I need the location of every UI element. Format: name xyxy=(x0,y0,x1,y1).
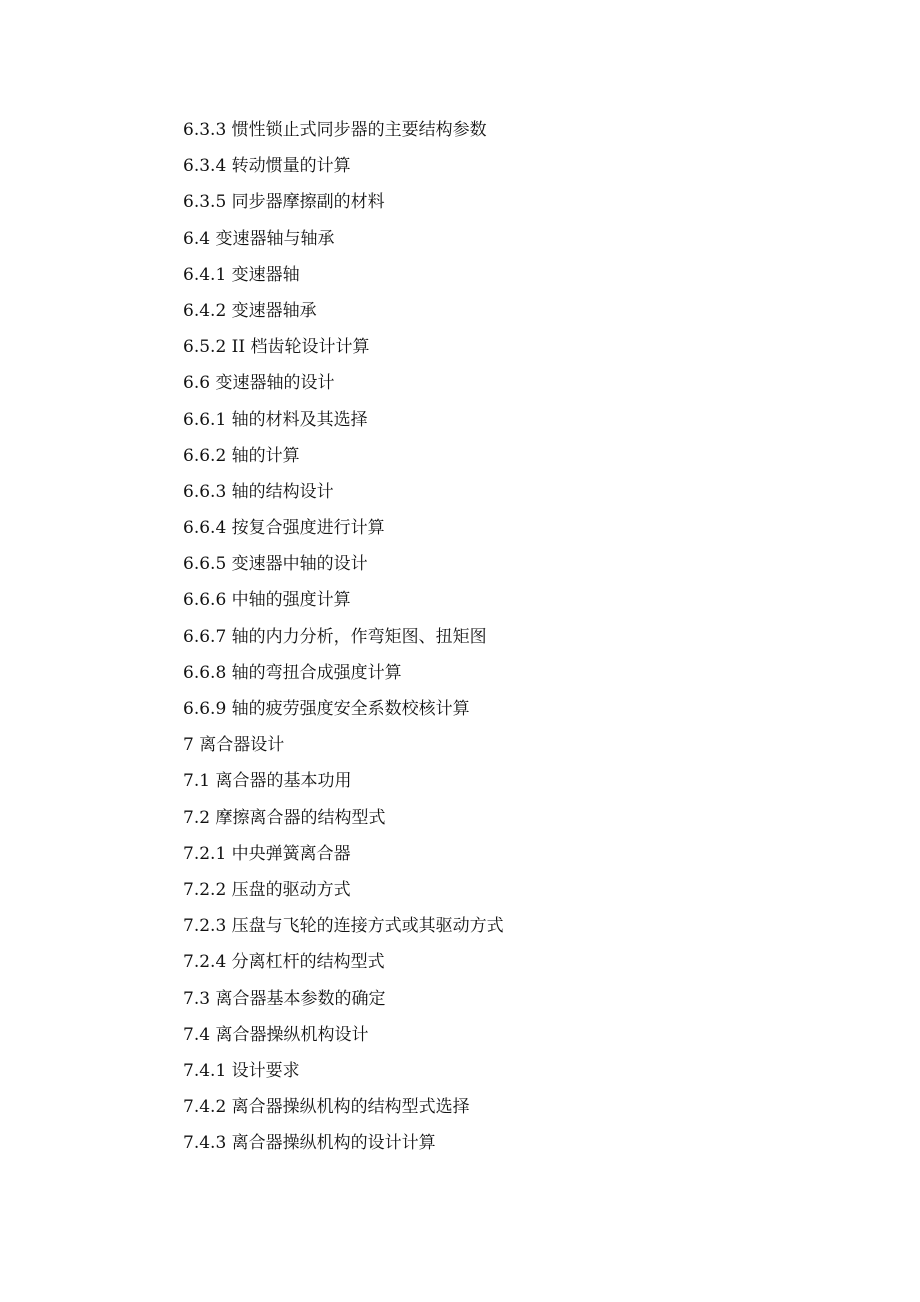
toc-entry: 6.3.3 惯性锁止式同步器的主要结构参数 xyxy=(183,120,487,140)
toc-entry: 6.3.4 转动惯量的计算 xyxy=(183,156,351,177)
toc-entry: 6.6.9 轴的疲劳强度安全系数校核计算 xyxy=(183,699,470,719)
toc-entry: 6.4.1 变速器轴 xyxy=(183,264,300,285)
toc-entry: 6.6.8 轴的弯扭合成强度计算 xyxy=(183,662,402,683)
toc-entry: 6.6.4 按复合强度进行计算 xyxy=(183,518,385,539)
toc-entry: 7.4.1 设计要求 xyxy=(183,1060,300,1081)
toc-entry: 6.6.3 轴的结构设计 xyxy=(183,481,334,502)
toc-entry: 7 离合器设计 xyxy=(183,735,285,756)
toc-entry: 6.4.2 变速器轴承 xyxy=(183,300,317,321)
toc-entry: 6.6.1 轴的材料及其选择 xyxy=(183,409,368,430)
toc-entry: 6.6.5 变速器中轴的设计 xyxy=(183,554,368,575)
toc-entry: 7.2.4 分离杠杆的结构型式 xyxy=(183,952,385,973)
toc-entry: 7.4.3 离合器操纵机构的设计计算 xyxy=(183,1133,436,1154)
toc-entry: 6.6.7 轴的内力分析，作弯矩图、扭矩图 xyxy=(183,626,487,647)
toc-entry: 6.3.5 同步器摩擦副的材料 xyxy=(183,192,385,213)
toc-entry: 6.6.2 轴的计算 xyxy=(183,445,300,466)
toc-entry: 6.6.6 中轴的强度计算 xyxy=(183,590,351,611)
toc-entry: 6.4 变速器轴与轴承 xyxy=(183,228,335,249)
toc-entry: 6.6 变速器轴的设计 xyxy=(183,373,335,394)
toc-entry: 6.5.2 II 档齿轮设计计算 xyxy=(183,337,370,358)
toc-entry: 7.2 摩擦离合器的结构型式 xyxy=(183,807,386,828)
toc-entry: 7.3 离合器基本参数的确定 xyxy=(183,988,386,1009)
toc-entry: 7.4.2 离合器操纵机构的结构型式选择 xyxy=(183,1097,470,1118)
toc-entry: 7.2.1 中央弹簧离合器 xyxy=(183,843,351,864)
toc-entry: 7.4 离合器操纵机构设计 xyxy=(183,1024,369,1045)
toc-entry: 7.2.3 压盘与飞轮的连接方式或其驱动方式 xyxy=(183,916,504,937)
toc-entry: 7.2.2 压盘的驱动方式 xyxy=(183,879,351,900)
toc-entry: 7.1 离合器的基本功用 xyxy=(183,771,352,792)
table-of-contents xyxy=(183,112,504,1161)
